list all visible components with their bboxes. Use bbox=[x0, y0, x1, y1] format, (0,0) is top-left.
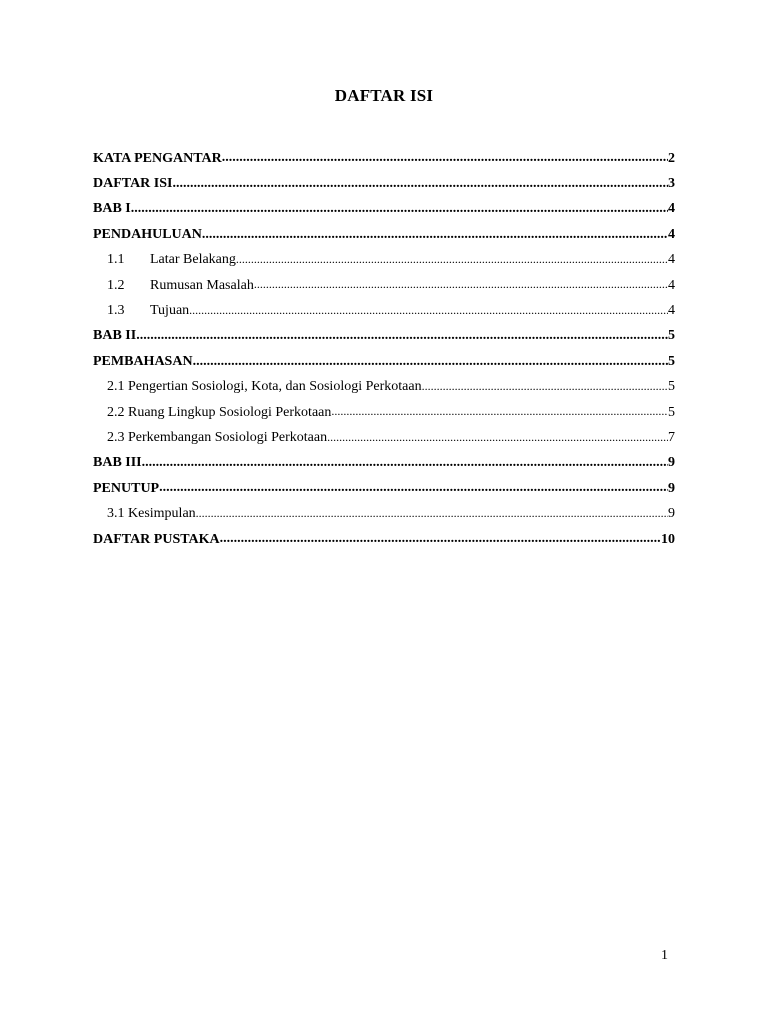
toc-entry-page: 5 bbox=[668, 328, 675, 344]
toc-entry-label: BAB III bbox=[93, 455, 142, 471]
toc-dot-leader bbox=[327, 431, 668, 451]
toc-entry bbox=[93, 400, 675, 425]
toc-entry-page: 5 bbox=[668, 353, 675, 369]
toc-dot-leader bbox=[131, 202, 668, 222]
toc-entry bbox=[93, 222, 675, 247]
toc-entry bbox=[93, 527, 675, 552]
toc-entry-label: Tujuan bbox=[150, 303, 190, 319]
toc-entry-label: Rumusan Masalah bbox=[150, 277, 254, 293]
toc-entry-page: 2 bbox=[668, 150, 675, 166]
toc-entry bbox=[93, 171, 675, 196]
toc-entry bbox=[93, 451, 675, 476]
toc-dot-leader bbox=[331, 405, 668, 425]
toc-dot-leader bbox=[196, 507, 668, 527]
toc-dot-leader bbox=[222, 151, 668, 171]
toc-dot-leader bbox=[189, 304, 668, 324]
toc-entry bbox=[93, 476, 675, 501]
toc-entry bbox=[93, 501, 675, 526]
toc-entry-label: 2.2 Ruang Lingkup Sosiologi Perkotaan bbox=[107, 404, 332, 420]
toc-dot-leader bbox=[136, 329, 668, 349]
toc-entry-label: KATA PENGANTAR bbox=[93, 150, 222, 166]
toc-entry bbox=[93, 324, 675, 349]
toc-entry bbox=[93, 298, 675, 323]
toc-entry-number: 1.2 bbox=[107, 277, 125, 293]
toc-entry-page: 4 bbox=[668, 277, 675, 293]
toc-dot-leader bbox=[220, 532, 661, 552]
toc-entry-page: 5 bbox=[668, 379, 675, 395]
toc-entry-page: 9 bbox=[668, 506, 675, 522]
toc-entry bbox=[93, 197, 675, 222]
table-of-contents bbox=[93, 146, 675, 552]
toc-entry-label: BAB I bbox=[93, 201, 131, 217]
toc-entry-page: 4 bbox=[668, 201, 675, 217]
toc-dot-leader bbox=[172, 177, 668, 197]
toc-entry-page: 4 bbox=[668, 252, 675, 268]
toc-entry-page: 10 bbox=[661, 531, 675, 547]
toc-dot-leader bbox=[254, 278, 668, 298]
toc-entry-label: Latar Belakang bbox=[150, 252, 236, 268]
toc-dot-leader bbox=[202, 228, 668, 248]
toc-entry-label: 3.1 Kesimpulan bbox=[107, 506, 196, 522]
toc-entry-page: 7 bbox=[668, 429, 675, 445]
toc-entry-page: 9 bbox=[668, 455, 675, 471]
toc-entry bbox=[93, 349, 675, 374]
toc-dot-leader bbox=[193, 355, 668, 375]
toc-dot-leader bbox=[142, 456, 668, 476]
toc-entry bbox=[93, 425, 675, 450]
page-title: DAFTAR ISI bbox=[334, 86, 434, 105]
page-number: 1 bbox=[661, 948, 668, 963]
toc-entry-page: 4 bbox=[668, 226, 675, 242]
toc-entry-label: PENDAHULUAN bbox=[93, 226, 202, 242]
toc-entry-label: PENUTUP bbox=[93, 480, 160, 496]
toc-entry-label: 2.3 Perkembangan Sosiologi Perkotaan bbox=[107, 429, 328, 445]
toc-entry-page: 9 bbox=[668, 480, 675, 496]
toc-entry-number: 1.1 bbox=[107, 252, 125, 268]
toc-entry-label: PEMBAHASAN bbox=[93, 353, 193, 369]
toc-entry-label: DAFTAR ISI bbox=[93, 176, 173, 192]
toc-dot-leader bbox=[159, 481, 668, 501]
toc-entry-page: 4 bbox=[668, 303, 675, 319]
toc-dot-leader bbox=[422, 380, 668, 400]
toc-entry-label: DAFTAR PUSTAKA bbox=[93, 531, 220, 547]
toc-entry bbox=[93, 146, 675, 171]
toc-entry-page: 5 bbox=[668, 404, 675, 420]
toc-entry-number: 1.3 bbox=[107, 303, 125, 319]
toc-entry-label: 2.1 Pengertian Sosiologi, Kota, dan Sosiologi Perkotaan bbox=[107, 379, 422, 395]
toc-entry bbox=[93, 248, 675, 273]
toc-entry-label: BAB II bbox=[93, 328, 137, 344]
toc-dot-leader bbox=[236, 253, 668, 273]
toc-entry bbox=[93, 273, 675, 298]
toc-entry-page: 3 bbox=[668, 176, 675, 192]
toc-entry bbox=[93, 375, 675, 400]
